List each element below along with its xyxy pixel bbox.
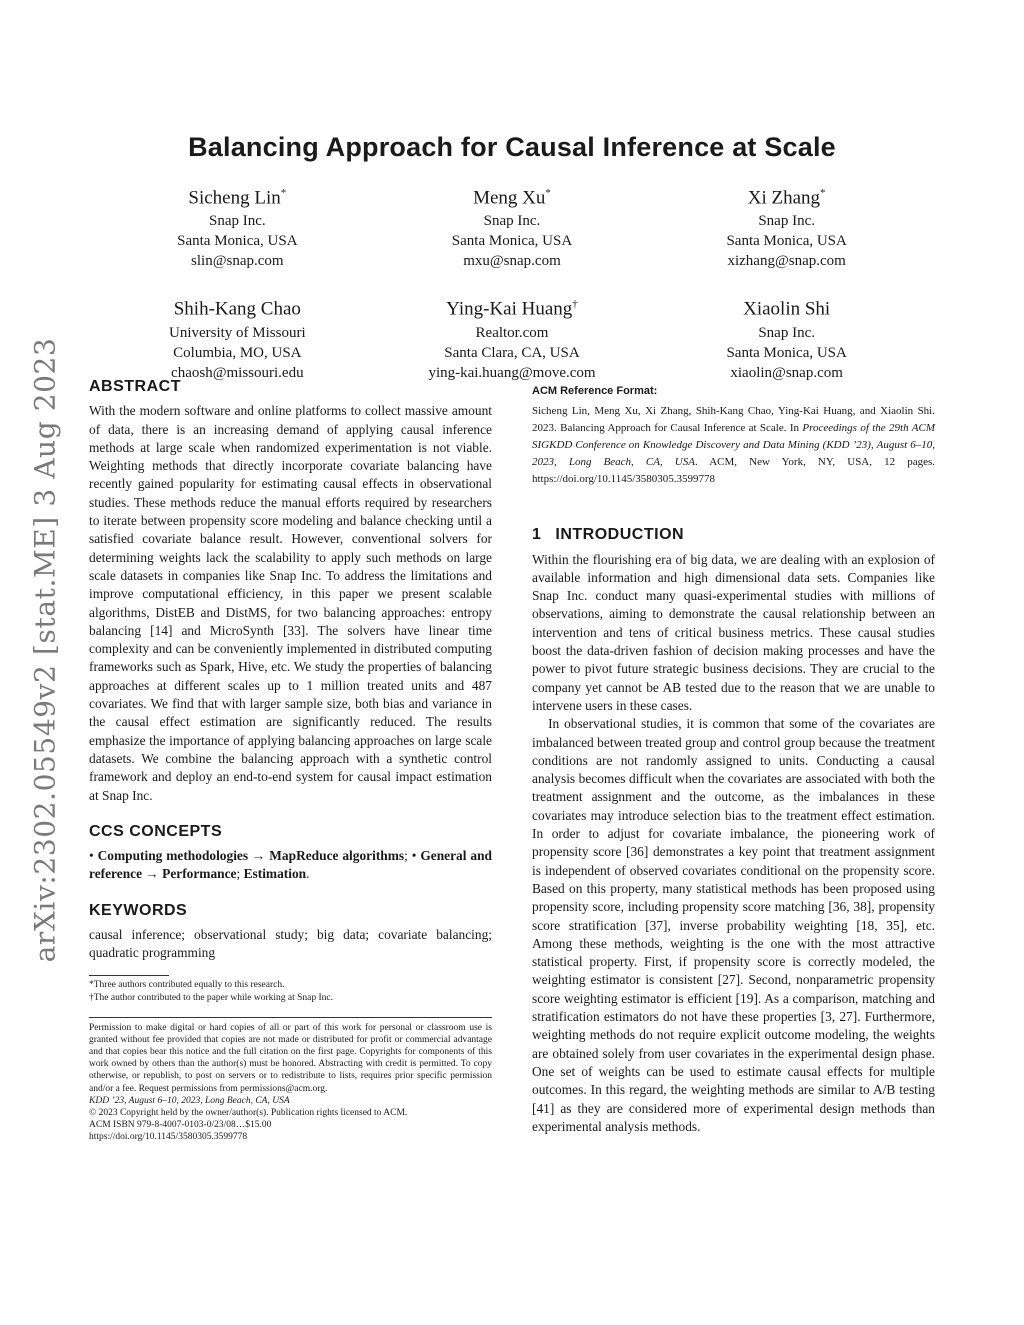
author-email[interactable]: mxu@snap.com [463, 253, 561, 270]
author-card [375, 180, 650, 271]
permission-doi[interactable]: https://doi.org/10.1145/3580305.3599778 [89, 1132, 248, 1143]
author-card [100, 180, 375, 271]
author-name: Sicheng Lin* [188, 187, 287, 209]
author-location: Santa Clara, CA, USA [444, 344, 580, 361]
right-column [532, 378, 935, 1136]
author-name: Xiaolin Shi [743, 298, 831, 320]
left-column [89, 378, 492, 1144]
permission-block [89, 1022, 492, 1144]
author-location: Santa Monica, USA [726, 233, 847, 250]
arxiv-identifier-text: arXiv:2302.05549v2 [stat.ME] 3 Aug 2023 [28, 337, 62, 963]
abstract-heading: ABSTRACT [89, 378, 181, 395]
author-row-2 [100, 291, 924, 382]
author-name: Xi Zhang* [747, 187, 826, 209]
introduction-paragraph-2: In observational studies, it is common that some of the covariates are imbalanced between treated group and control group because the treatment conditions are not randomly assigned to units. Conducting a causal analysis becomes difficult when the covariates are associated with both the treatment assignment and the outcome, as the imbalances in these covariates may introduce selection bias to the treatment effect estimation. In order to adjust for covariate imbalance, the pioneering work of propensity score [36] demonstrates a key point that treatment assignment is independent of observed covariates conditional on the propensity score. Based on this property, many statistical methods has been proposed using propensity score, including propensity score matching [36, 38], propensity score stratification [37], inverse probability weighting [18, 35], etc. Among these methods, weighting is the one with the most attractive statistical property. First, if propensity score is correctly modeled, the weighting estimator is consistent [27]. Second, nonparametric propensity score weighting estimator is efficient [19]. As a comparison, matching and stratification estimators do not have these properties [3, 27]. Furthermore, weighting methods do not require explicit outcome modeling, the weights are obtained solely from user covariates in the experimental design phase. One set of weights can be used to estimate causal effects for multiple outcomes. In this regard, the weighting methods are similar to A/B testing [41] as they are considered more of experimental design methods than experimental analysis methods. [532, 716, 935, 1134]
author-location: Santa Monica, USA [451, 233, 573, 250]
author-email[interactable]: chaosh@missouri.edu [171, 364, 304, 381]
author-name: Shih-Kang Chao [173, 298, 301, 320]
author-email[interactable]: xizhang@snap.com [727, 253, 846, 270]
author-block [100, 180, 924, 403]
author-email[interactable]: slin@snap.com [191, 253, 284, 270]
ccs-heading: CCS CONCEPTS [89, 822, 223, 840]
author-name: Meng Xu* [473, 187, 551, 209]
arxiv-identifier-stamp [15, 337, 75, 963]
author-affiliation: Snap Inc. [209, 213, 266, 230]
permission-divider [89, 1017, 492, 1018]
permission-copyright: © 2023 Copyright held by the owner/author(s). Publication rights licensed to ACM. [89, 1108, 408, 1119]
author-card [649, 291, 924, 382]
acm-reference-heading: ACM Reference Format: [532, 385, 658, 397]
author-location: Columbia, MO, USA [173, 344, 302, 361]
author-location: Santa Monica, USA [726, 344, 847, 361]
author-affiliation: University of Missouri [168, 324, 306, 341]
author-affiliation: Realtor.com [475, 324, 549, 341]
permission-isbn: ACM ISBN 979-8-4007-0103-0/23/08…$15.00 [89, 1120, 272, 1131]
keywords-text: causal inference; observational study; big data; covariate balancing; quadratic programming [89, 927, 492, 961]
author-card [375, 291, 650, 382]
footnote-divider [89, 975, 169, 976]
author-card [649, 180, 924, 271]
permission-text: Permission to make digital or hard copies of all or part of this work for personal or classroom use is granted without fee provided that copies are not made or distributed for profit or commercial advantage and that copies bear this notice and the full citation on the first page. Copyrights for components of this work owned by others than the author(s) must be honored. Abstracting with credit is permitted. To copy otherwise, or republish, to post on servers or to redistribute to lists, requires prior specific permission and/or a fee. Request permissions from permissions@acm.org. [89, 1022, 492, 1094]
introduction-paragraph-1: Within the flourishing era of big data, we are dealing with an explosion of available information and high dimensional data sets. Companies like Snap Inc. conduct many quasi-experimental studies with millions of observations, aiming to demonstrate the causal relationship between an intervention and tens of critical business metrics. These causal studies boost the data-driven fashion of decision making processes and have the power to pivot future strategic business decisions. They are crucial to the company yet cannot be AB tested due to the reason that we are unable to intervene users in these cases. [532, 551, 935, 713]
footnote-author-note: †The author contributed to the paper while working at Snap Inc. [89, 992, 334, 1003]
paper-title: Balancing Approach for Causal Inference at Scale [188, 132, 836, 162]
permission-venue: KDD ’23, August 6–10, 2023, Long Beach, CA, USA [89, 1095, 290, 1106]
author-location: Santa Monica, USA [177, 233, 298, 250]
acm-reference-text: Sicheng Lin, Meng Xu, Xi Zhang, Shih-Kang Chao, Ying-Kai Huang, and Xiaolin Shi. 2023. Balancing Approach for Causal Inference at Scale. In Proceedings of the 29th ACM SIGKDD Conference on Knowledge Discovery and Data Mining (KDD ’23), August 6–10, 2023, Long Beach, CA, USA. ACM, New York, NY, USA, 12 pages. https://doi.org/10.1145/3580305.3599778 [532, 405, 935, 486]
introduction-heading: 1 INTRODUCTION [532, 526, 685, 544]
author-row-1 [100, 180, 924, 271]
footnote-equal-contribution: *Three authors contributed equally to this research. [89, 979, 285, 990]
ccs-concepts: • Computing methodologies → MapReduce algorithms; • General and reference → Performance; Estimation. [89, 848, 492, 882]
keywords-heading: KEYWORDS [89, 901, 188, 919]
keywords-section [89, 902, 492, 963]
author-email[interactable]: ying-kai.huang@move.com [428, 364, 596, 381]
author-affiliation: Snap Inc. [483, 213, 541, 230]
author-affiliation: Snap Inc. [758, 324, 815, 341]
author-card [100, 291, 375, 382]
abstract-text: With the modern software and online platforms to collect massive amount of data, there is an increasing demand of applying causal inference methods at large scale when randomized experimentation is not viable. Weighting methods that directly incorporate covariate balancing have recently gained popularity for estimating causal effects in observational studies. These methods reduce the manual efforts required by researchers to iterate between propensity score modeling and balance checking until a satisfied covariate balance result. However, conventional solvers for determining weights lack the scalability to apply such methods on large scale datasets in companies like Snap Inc. To address the limitations and improve computational efficiency, in this paper we present scalable algorithms, DistEB and DistMS, for two balancing approaches: entropy balancing [14] and MicroSynth [33]. The solvers have linear time complexity and can be conveniently implemented in distributed computing frameworks such as Spark, Hive, etc. We study the properties of balancing approaches at different scales up to 1 million treated units and 487 covariates. We find that with larger sample size, both bias and variance in the causal effect estimation are significantly reduced. The results emphasize the importance of applying balancing approaches on large scale datasets. We combine the balancing approach with a synthetic control framework and deploy an end-to-end system for causal impact estimation at Snap Inc. [89, 403, 492, 803]
author-affiliation: Snap Inc. [758, 213, 815, 230]
author-name: Ying-Kai Huang† [446, 298, 578, 320]
author-email[interactable]: xiaolin@snap.com [730, 364, 843, 381]
ccs-section [89, 823, 492, 884]
